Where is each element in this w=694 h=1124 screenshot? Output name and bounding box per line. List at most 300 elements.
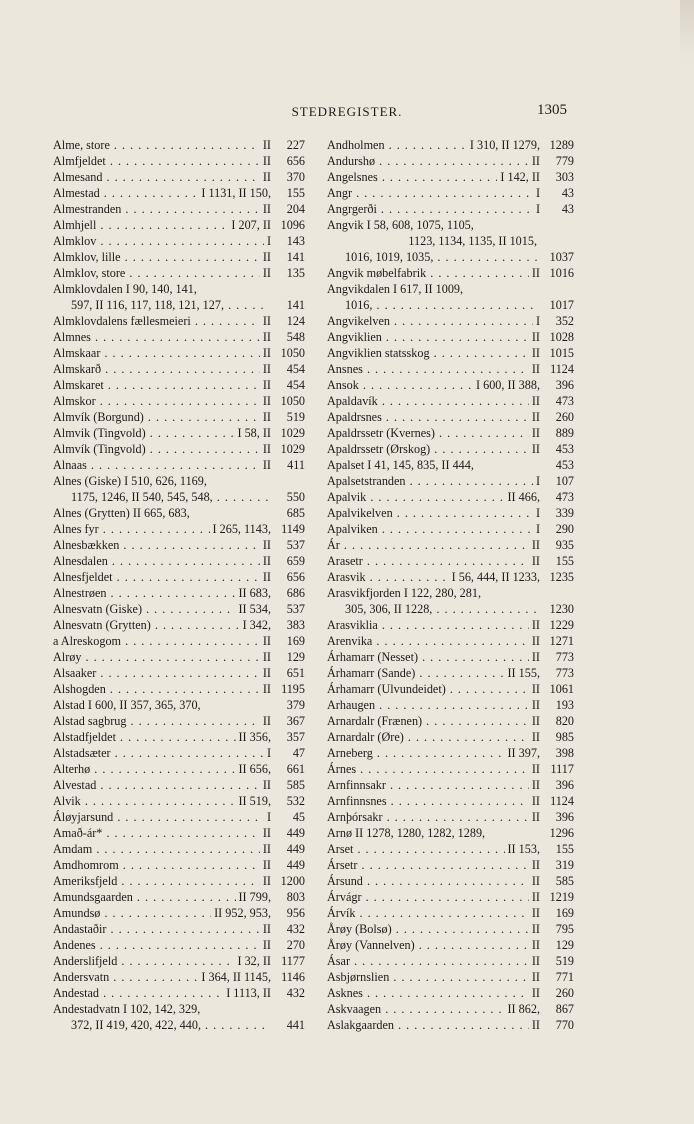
entry-place-name: Almskaar . . . <box>53 345 260 361</box>
entry-page-number: 398 <box>555 746 574 760</box>
entry-volume-ref: I <box>266 234 271 248</box>
entry-page-number: 1029 <box>280 442 305 456</box>
entry-volume-ref: II <box>262 378 271 392</box>
entry-volume-ref: I 207, II <box>231 218 271 232</box>
entry-place-name: Askvaagen . . . <box>327 1001 505 1017</box>
entry-volume-ref: I 142, II <box>500 170 540 184</box>
index-entry <box>53 441 305 457</box>
entry-place-name: Arenvika . . . <box>327 633 529 649</box>
entry-volume-ref: II <box>262 362 271 376</box>
index-entry <box>53 473 305 489</box>
entry-page-number: 656 <box>286 570 305 584</box>
entry-page-number: 532 <box>286 794 305 808</box>
entry-volume-ref: I 364, II 1145, <box>201 970 271 984</box>
entry-place-name: Almestranden . . . <box>53 201 260 217</box>
index-entry <box>53 729 305 745</box>
entry-place-name: 597, II 116, 117, 118, 121, 127, . . . <box>71 297 268 313</box>
entry-volume-ref: II <box>531 538 540 552</box>
entry-page-number: 1029 <box>280 426 305 440</box>
entry-place-name: Árhamarr (Nesset) . . . <box>327 649 529 665</box>
entry-page-number: 771 <box>555 970 574 984</box>
entry-page-number: 1195 <box>281 682 305 696</box>
entry-page-number: 820 <box>555 714 574 728</box>
index-entry <box>327 249 574 265</box>
entry-page-number: 1124 <box>550 794 574 808</box>
entry-place-name: Andersvatn . . . <box>53 969 198 985</box>
entry-page-number: 135 <box>286 266 305 280</box>
entry-volume-ref: II <box>531 970 540 984</box>
index-entry <box>53 425 305 441</box>
index-entry <box>53 1001 305 1017</box>
index-entry <box>327 265 574 281</box>
entry-page-number: 889 <box>555 426 574 440</box>
entry-volume-ref: II <box>531 554 540 568</box>
entry-page-number: 1117 <box>550 762 574 776</box>
entry-page-number: 1230 <box>549 602 574 616</box>
entry-page-number: 1096 <box>280 218 305 232</box>
entry-page-number: 124 <box>286 314 305 328</box>
entry-page-number: 1296 <box>549 826 574 840</box>
entry-volume-ref: I <box>535 522 540 536</box>
index-entry <box>327 761 574 777</box>
entry-page-number: 227 <box>286 138 305 152</box>
entry-place-name: Almfjeldet . . . <box>53 153 260 169</box>
entry-volume-ref: II <box>262 826 271 840</box>
index-entry <box>327 569 574 585</box>
index-entry <box>53 633 305 649</box>
index-entry <box>327 233 574 249</box>
index-entry <box>53 249 305 265</box>
entry-place-name: Årøy (Vannelven) . . . <box>327 937 529 953</box>
index-entry <box>53 745 305 761</box>
entry-volume-ref: II <box>531 890 540 904</box>
entry-volume-ref: II 397, <box>507 746 540 760</box>
entry-place-name: Alnesdalen . . . <box>53 553 260 569</box>
entry-page-number: 453 <box>555 442 574 456</box>
index-entry <box>327 169 574 185</box>
index-entry <box>53 649 305 665</box>
index-entry <box>327 585 574 601</box>
entry-place-name: Anderslifjeld . . . <box>53 953 234 969</box>
index-entry <box>327 985 574 1001</box>
entry-page-number: 548 <box>286 330 305 344</box>
entry-place-name: Angvikelven . . . <box>327 313 533 329</box>
entry-place-name: Andestad . . . <box>53 985 223 1001</box>
entry-place-name: Alnesvatn (Grytten) . . . <box>53 617 240 633</box>
entry-page-number: 270 <box>286 938 305 952</box>
index-entry <box>327 665 574 681</box>
entry-volume-ref: II <box>531 858 540 872</box>
entry-page-number: 585 <box>555 874 574 888</box>
index-entry <box>327 841 574 857</box>
entry-place-name: Apaldrssetr (Kvernes) . . . <box>327 425 529 441</box>
index-entry <box>327 793 574 809</box>
index-entry <box>53 617 305 633</box>
entry-volume-ref: II <box>531 810 540 824</box>
entry-volume-ref: I 32, II <box>237 954 271 968</box>
entry-page-number: 357 <box>286 730 305 744</box>
entry-place-name: Andurshø . . . <box>327 153 529 169</box>
index-entry <box>53 217 305 233</box>
index-entry <box>53 489 305 505</box>
index-entry <box>53 313 305 329</box>
entry-page-number: 651 <box>286 666 305 680</box>
entry-place-name: Apalset I 41, 145, 835, II 444, <box>327 458 474 472</box>
entry-page-number: 1037 <box>549 250 574 264</box>
entry-place-name: Almvík (Borgund) . . . <box>53 409 260 425</box>
entry-place-name: Árhamarr (Sande) . . . <box>327 665 505 681</box>
entry-place-name: Almskaret . . . <box>53 377 260 393</box>
entry-place-name: Apalvikelven . . . <box>327 505 533 521</box>
entry-place-name: Alstadfjeldet . . . <box>53 729 236 745</box>
entry-page-number: 449 <box>286 826 305 840</box>
entry-place-name: Alsaaker . . . <box>53 665 260 681</box>
entry-page-number: 867 <box>555 1002 574 1016</box>
entry-place-name: Alnesbækken . . . <box>53 537 260 553</box>
entry-place-name: Alterhø . . . <box>53 761 236 777</box>
entry-page-number: 303 <box>555 170 574 184</box>
entry-volume-ref: II <box>262 346 271 360</box>
entry-volume-ref: I 1131, II 150, <box>201 186 271 200</box>
entry-volume-ref: II <box>531 650 540 664</box>
entry-page-number: 129 <box>555 938 574 952</box>
index-entry <box>327 1001 574 1017</box>
entry-place-name: Andastaðir . . . <box>53 921 260 937</box>
entry-volume-ref: II <box>531 1018 540 1032</box>
entry-page-number: 454 <box>286 362 305 376</box>
entry-volume-ref: I <box>535 506 540 520</box>
entry-place-name: Arnfinnsakr . . . <box>327 777 529 793</box>
index-entry <box>327 649 574 665</box>
entry-page-number: 449 <box>286 842 305 856</box>
entry-page-number: 193 <box>555 698 574 712</box>
entry-place-name: Almklovdalen I 90, 140, 141, <box>53 282 197 296</box>
entry-page-number: 686 <box>286 586 305 600</box>
entry-place-name: Arneberg . . . <box>327 745 505 761</box>
entry-page-number: 1289 <box>549 138 574 152</box>
entry-volume-ref: II <box>531 698 540 712</box>
index-entry <box>327 889 574 905</box>
entry-place-name: Asbjørnslien . . . <box>327 969 529 985</box>
entry-place-name: Amað-ár* . . . <box>53 825 260 841</box>
entry-page-number: 773 <box>555 666 574 680</box>
page-edge-shadow <box>680 0 694 60</box>
index-entry <box>327 409 574 425</box>
index-entry <box>53 521 305 537</box>
entry-place-name: Apalsetstranden . . . <box>327 473 533 489</box>
entry-place-name: Amundsø . . . <box>53 905 211 921</box>
entry-volume-ref: II <box>262 682 271 696</box>
entry-page-number: 1235 <box>549 570 574 584</box>
entry-place-name: Almskarð . . . <box>53 361 260 377</box>
index-entry <box>53 841 305 857</box>
index-entry <box>327 729 574 745</box>
entry-place-name: Almnes . . . <box>53 329 260 345</box>
entry-volume-ref: II <box>262 570 271 584</box>
entry-page-number: 339 <box>555 506 574 520</box>
entry-volume-ref: I 265, 1143, <box>212 522 271 536</box>
entry-place-name: Arasviklia . . . <box>327 617 529 633</box>
entry-volume-ref: II 799, <box>238 890 271 904</box>
entry-place-name: Arasvik . . . <box>327 569 449 585</box>
entry-volume-ref: II <box>262 714 271 728</box>
entry-place-name: Alrøy . . . <box>53 649 260 665</box>
entry-page-number: 770 <box>555 1018 574 1032</box>
index-entry <box>53 857 305 873</box>
entry-page-number: 379 <box>286 698 305 712</box>
entry-place-name: Alnes (Giske) I 510, 626, 1169, <box>53 474 207 488</box>
entry-volume-ref: I <box>535 314 540 328</box>
index-entry <box>53 409 305 425</box>
index-entry <box>53 713 305 729</box>
index-entry <box>53 537 305 553</box>
entry-place-name: 1123, 1134, 1135, II 1015, <box>408 234 537 248</box>
entry-page-number: 795 <box>555 922 574 936</box>
entry-page-number: 43 <box>561 186 574 200</box>
entry-place-name: Alstad I 600, II 357, 365, 370, <box>53 698 201 712</box>
index-entry <box>327 809 574 825</box>
entry-place-name: Ansnes . . . <box>327 361 529 377</box>
entry-place-name: Árvík . . . <box>327 905 529 921</box>
entry-place-name: Ameriksfjeld . . . <box>53 873 260 889</box>
entry-place-name: Almklov, store . . . <box>53 265 260 281</box>
entry-volume-ref: II 656, <box>238 762 271 776</box>
entry-volume-ref: II 534, <box>238 602 271 616</box>
entry-page-number: 1028 <box>549 330 574 344</box>
index-entry <box>327 937 574 953</box>
entry-place-name: Ár . . . <box>327 537 529 553</box>
entry-volume-ref: II <box>262 666 271 680</box>
entry-place-name: Alme, store . . . <box>53 137 260 153</box>
entry-volume-ref: II <box>531 266 540 280</box>
index-entry <box>53 697 305 713</box>
entry-page-number: 550 <box>286 490 305 504</box>
entry-volume-ref: II <box>262 394 271 408</box>
entry-volume-ref: II 153, <box>507 842 540 856</box>
entry-place-name: Angviklien . . . <box>327 329 529 345</box>
entry-volume-ref: II <box>262 410 271 424</box>
index-entry <box>53 265 305 281</box>
index-entry <box>327 553 574 569</box>
entry-page-number: 935 <box>555 538 574 552</box>
entry-page-number: 141 <box>286 250 305 264</box>
index-entry <box>327 713 574 729</box>
entry-page-number: 585 <box>286 778 305 792</box>
entry-place-name: Ársund . . . <box>327 873 529 889</box>
entry-volume-ref: I <box>266 746 271 760</box>
entry-volume-ref: II <box>531 730 540 744</box>
entry-volume-ref: II <box>531 986 540 1000</box>
index-entry <box>327 361 574 377</box>
entry-volume-ref: II <box>531 954 540 968</box>
entry-page-number: 473 <box>555 394 574 408</box>
entry-volume-ref: II <box>262 874 271 888</box>
index-entry <box>327 217 574 233</box>
entry-volume-ref: II <box>262 442 271 456</box>
entry-place-name: Almklov, lille . . . <box>53 249 260 265</box>
index-entry <box>53 233 305 249</box>
entry-volume-ref: II 519, <box>238 794 271 808</box>
entry-page-number: 107 <box>555 474 574 488</box>
entry-place-name: Almhjell . . . <box>53 217 228 233</box>
entry-volume-ref: II <box>262 842 271 856</box>
entry-volume-ref: II <box>531 634 540 648</box>
index-entry <box>327 297 574 313</box>
entry-volume-ref: II <box>531 394 540 408</box>
entry-page-number: 956 <box>286 906 305 920</box>
entry-place-name: Áløyjarsund . . . <box>53 809 264 825</box>
entry-place-name: Alstadsæter . . . <box>53 745 264 761</box>
entry-place-name: Amdam . . . <box>53 841 260 857</box>
entry-volume-ref: II <box>531 346 540 360</box>
entry-page-number: 1177 <box>281 954 305 968</box>
entry-volume-ref: II <box>531 442 540 456</box>
index-entry <box>327 905 574 921</box>
entry-page-number: 656 <box>286 154 305 168</box>
index-entry <box>53 761 305 777</box>
entry-place-name: Almklov . . . <box>53 233 264 249</box>
entry-place-name: Angvik møbelfabrik . . . <box>327 265 529 281</box>
entry-place-name: Arhaugen . . . <box>327 697 529 713</box>
index-entry <box>53 185 305 201</box>
entry-place-name: a Alreskogom . . . <box>53 633 260 649</box>
index-entry <box>327 137 574 153</box>
index-entry <box>327 329 574 345</box>
entry-page-number: 143 <box>286 234 305 248</box>
index-entry <box>53 969 305 985</box>
entry-page-number: 432 <box>286 986 305 1000</box>
entry-volume-ref: I 58, II <box>237 426 271 440</box>
index-entry <box>327 825 574 841</box>
entry-place-name: Angelsnes . . . <box>327 169 497 185</box>
entry-volume-ref: II <box>531 922 540 936</box>
entry-page-number: 449 <box>286 858 305 872</box>
entry-volume-ref: II <box>262 938 271 952</box>
entry-volume-ref: II <box>531 874 540 888</box>
index-entry <box>327 969 574 985</box>
entry-page-number: 1229 <box>549 618 574 632</box>
entry-volume-ref: II <box>531 906 540 920</box>
entry-volume-ref: I 310, II 1279, <box>469 138 540 152</box>
entry-volume-ref: II <box>531 682 540 696</box>
entry-place-name: Alnesfjeldet . . . <box>53 569 260 585</box>
index-entry <box>53 457 305 473</box>
entry-page-number: 155 <box>286 186 305 200</box>
index-entry <box>327 345 574 361</box>
entry-place-name: Andenes . . . <box>53 937 260 953</box>
entry-place-name: Almvík (Tingvold) . . . <box>53 441 260 457</box>
entry-page-number: 129 <box>286 650 305 664</box>
index-entry <box>53 345 305 361</box>
entry-volume-ref: II <box>531 794 540 808</box>
index-entry <box>53 169 305 185</box>
entry-volume-ref: II <box>262 314 271 328</box>
entry-place-name: Asknes . . . <box>327 985 529 1001</box>
index-column-left <box>53 137 305 1033</box>
entry-place-name: 372, II 419, 420, 422, 440, . . . <box>71 1017 268 1033</box>
entry-volume-ref: II <box>262 170 271 184</box>
entry-place-name: Arnardalr (Frænen) . . . <box>327 713 529 729</box>
entry-place-name: Almskor . . . <box>53 393 260 409</box>
entry-volume-ref: II <box>531 330 540 344</box>
entry-page-number: 432 <box>286 922 305 936</box>
entry-volume-ref: II <box>262 778 271 792</box>
entry-volume-ref: II <box>531 362 540 376</box>
entry-place-name: Alnestrøen . . . <box>53 585 236 601</box>
entry-page-number: 155 <box>555 842 574 856</box>
entry-page-number: 1015 <box>549 346 574 360</box>
index-entry <box>327 425 574 441</box>
entry-volume-ref: I 1113, II <box>226 986 271 1000</box>
entry-place-name: Árvágr . . . <box>327 889 529 905</box>
entry-volume-ref: II <box>262 650 271 664</box>
entry-page-number: 45 <box>292 810 305 824</box>
entry-volume-ref: II <box>262 858 271 872</box>
entry-volume-ref: II 952, 953, <box>214 906 271 920</box>
index-column-right <box>327 137 574 1033</box>
entry-volume-ref: I <box>266 810 271 824</box>
entry-page-number: 47 <box>292 746 305 760</box>
entry-place-name: Alnaas . . . <box>53 457 260 473</box>
index-entry <box>327 537 574 553</box>
entry-volume-ref: II <box>531 714 540 728</box>
entry-place-name: Ásar . . . <box>327 953 529 969</box>
entry-page-number: 1149 <box>281 522 305 536</box>
entry-place-name: Almvik (Tingvold) . . . <box>53 425 234 441</box>
entry-place-name: Alvestad . . . <box>53 777 260 793</box>
entry-page-number: 396 <box>555 810 574 824</box>
index-entry <box>327 281 574 297</box>
entry-place-name: Ársetr . . . <box>327 857 529 873</box>
index-entry <box>327 521 574 537</box>
entry-page-number: 1200 <box>280 874 305 888</box>
index-entry <box>327 921 574 937</box>
entry-place-name: Angvik I 58, 608, 1075, 1105, <box>327 218 474 232</box>
entry-place-name: Alshogden . . . <box>53 681 260 697</box>
index-entry <box>53 281 305 297</box>
index-entry <box>53 505 305 521</box>
index-entry <box>53 137 305 153</box>
entry-page-number: 1124 <box>550 362 574 376</box>
entry-place-name: Arnardalr (Øre) . . . <box>327 729 529 745</box>
entry-place-name: Aslakgaarden . . . <box>327 1017 529 1033</box>
entry-page-number: 411 <box>287 458 305 472</box>
entry-page-number: 352 <box>555 314 574 328</box>
index-entry <box>327 185 574 201</box>
entry-page-number: 169 <box>555 906 574 920</box>
entry-page-number: 473 <box>555 490 574 504</box>
index-entry <box>53 937 305 953</box>
index-entry <box>327 873 574 889</box>
entry-volume-ref: II <box>531 618 540 632</box>
entry-place-name: Arnfinnsnes . . . <box>327 793 529 809</box>
index-entry <box>327 617 574 633</box>
entry-volume-ref: II <box>531 938 540 952</box>
entry-place-name: Apalviken . . . <box>327 521 533 537</box>
entry-volume-ref: II <box>262 250 271 264</box>
entry-page-number: 659 <box>286 554 305 568</box>
entry-page-number: 1050 <box>280 346 305 360</box>
entry-volume-ref: II <box>262 458 271 472</box>
entry-page-number: 454 <box>286 378 305 392</box>
entry-page-number: 396 <box>555 778 574 792</box>
page-title: STEDREGISTER. <box>291 104 403 119</box>
index-entry <box>53 569 305 585</box>
entry-volume-ref: II <box>262 138 271 152</box>
entry-page-number: 519 <box>555 954 574 968</box>
entry-place-name: Ansok . . . <box>327 377 473 393</box>
index-entry <box>327 953 574 969</box>
